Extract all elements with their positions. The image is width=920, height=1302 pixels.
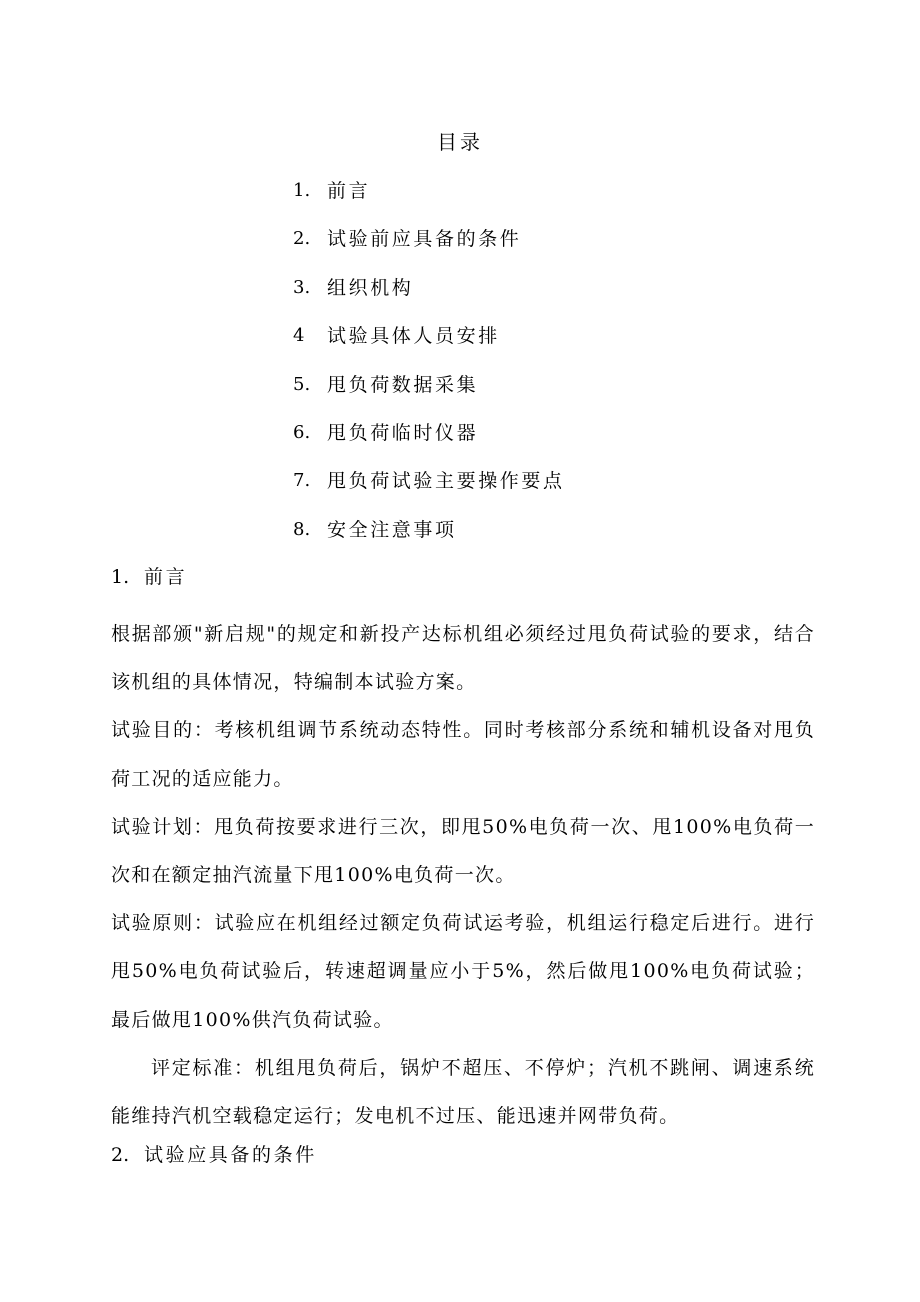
toc-item-number: 8. — [293, 518, 311, 540]
toc-item-label: 试验具体人员安排 — [327, 325, 500, 348]
toc-item-label: 甩负荷临时仪器 — [327, 421, 479, 444]
toc-item — [293, 466, 565, 514]
toc-item-label: 甩负荷数据采集 — [327, 373, 479, 396]
paragraph-test-principle: 试验原则：试验应在机组经过额定负荷试运考验，机组运行稳定后进行。进行甩50%电负荷试验后，转速超调量应小于5%，然后做甩100%电负荷试验；最后做甩100%供汽负荷试验。 — [111, 912, 815, 1031]
toc-item-label: 前言 — [327, 180, 371, 202]
toc-item — [293, 370, 565, 418]
section-heading-preface — [111, 562, 815, 610]
toc-title: 目录 — [437, 130, 483, 154]
toc-item-number: 6. — [293, 421, 311, 443]
toc-item-number: 4 — [293, 325, 305, 347]
toc-item-number: 7. — [293, 470, 311, 492]
toc-item — [293, 273, 565, 321]
section-number: 1. — [111, 566, 130, 588]
toc-item-number: 5. — [293, 373, 311, 395]
toc-item — [293, 418, 565, 466]
toc-item-number: 2. — [293, 228, 311, 250]
document-body — [111, 562, 815, 1188]
section-number: 2. — [111, 1144, 130, 1167]
toc-item-number: 1. — [293, 180, 311, 201]
toc-item-label: 试验前应具备的条件 — [327, 228, 522, 251]
toc-item-label: 甩负荷试验主要操作要点 — [327, 470, 565, 493]
paragraph-test-purpose: 试验目的：考核机组调节系统动态特性。同时考核部分系统和辅机设备对甩负荷工况的适应能力。 — [111, 719, 815, 790]
toc-item — [293, 515, 565, 563]
paragraph-basis: 根据部颁"新启规"的规定和新投产达标机组必须经过甩负荷试验的要求，结合该机组的具体情况，特编制本试验方案。 — [111, 623, 815, 694]
section-heading-conditions — [111, 1140, 815, 1188]
paragraph-test-plan: 试验计划：甩负荷按要求进行三次，即甩50%电负荷一次、甩100%电负荷一次和在额定抽汽流量下甩100%电负荷一次。 — [111, 815, 815, 887]
table-of-contents — [293, 176, 565, 563]
section-title: 前言 — [144, 566, 188, 588]
toc-item-label: 组织机构 — [327, 276, 414, 299]
toc-item — [293, 224, 565, 272]
toc-item-label: 安全注意事项 — [327, 518, 457, 541]
toc-item — [293, 176, 565, 224]
section-title: 试验应具备的条件 — [144, 1144, 317, 1167]
toc-item — [293, 321, 565, 369]
paragraph-evaluation-criteria: 评定标准：机组甩负荷后，锅炉不超压、不停炉；汽机不跳闸、调速系统能维持汽机空载稳定运行；发电机不过压、能迅速并网带负荷。 — [111, 1056, 815, 1128]
toc-item-number: 3. — [293, 276, 311, 298]
